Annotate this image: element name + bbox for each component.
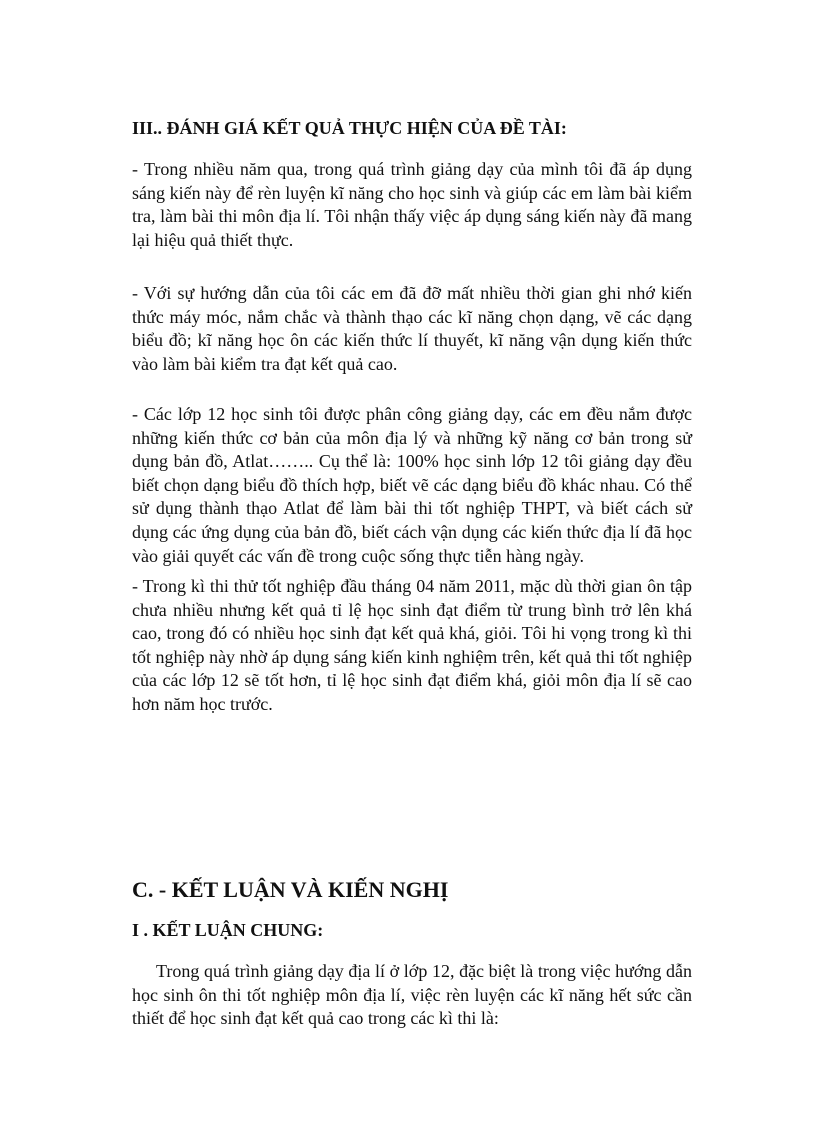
- paragraph-general-conclusion: Trong quá trình giảng dạy địa lí ở lớp 12, đặc biệt là trong việc hướng dẫn học sinh ôn thi tốt nghiệp môn địa lí, việc rèn luyện các kĩ năng hết sức cần thiết để học sinh đạt kết quả cao trong các kì thi là:: [132, 961, 692, 1029]
- section-heading-evaluation: III.. ĐÁNH GIÁ KẾT QUẢ THỰC HIỆN CỦA ĐỀ TÀI:: [132, 118, 567, 138]
- paragraph-mock-exam-results: - Trong kì thi thử tốt nghiệp đầu tháng 04 năm 2011, mặc dù thời gian ôn tập chưa nhiều nhưng kết quả tỉ lệ học sinh đạt điểm từ trung bình trở lên khá cao, trong đó có nhiều học sinh đạt kết quả khá, giỏi. Tôi hi vọng trong kì thi tốt nghiệp này nhờ áp dụng sáng kiến kinh nghiệm trên, kết quả thi tốt nghiệp của các lớp 12 sẽ tốt hơn, tỉ lệ học sinh đạt điểm khá, giỏi môn địa lí sẽ cao hơn năm học trước.: [132, 576, 692, 714]
- paragraph-applied-initiative: - Trong nhiều năm qua, trong quá trình giảng dạy của mình tôi đã áp dụng sáng kiến này để rèn luyện kĩ năng cho học sinh và giúp các em làm bài kiểm tra, làm bài thi môn địa lí. Tôi nhận thấy việc áp dụng sáng kiến này đã mang lại hiệu quả thiết thực.: [132, 159, 692, 250]
- chapter-heading-conclusion: C. - KẾT LUẬN VÀ KIẾN NGHỊ: [132, 877, 449, 902]
- paragraph-guidance-results: - Với sự hướng dẫn của tôi các em đã đỡ mất nhiều thời gian ghi nhớ kiến thức máy móc, nắm chắc và thành thạo các kĩ năng chọn dạng, vẽ các dạng biểu đồ; kĩ năng học ôn các kiến thức lí thuyết, kĩ năng vận dụng kiến thức vào làm bài kiểm tra đạt kết quả cao.: [132, 283, 692, 374]
- paragraph-grade12-skills: - Các lớp 12 học sinh tôi được phân công giảng dạy, các em đều nắm được những kiến thức cơ bản của môn địa lý và những kỹ năng cơ bản trong sử dụng bản đồ, Atlat…….. Cụ thể là: 100% học sinh lớp 12 tôi giảng dạy đều biết chọn dạng biểu đồ thích hợp, biết vẽ các dạng biểu đồ khác nhau. Có thể sử dụng thành thạo Atlat để làm bài thi tốt nghiệp THPT, và biết cách sử dụng các ứng dụng của bản đồ, biết cách vận dụng các kiến thức địa lí đã học vào giải quyết các vấn đề trong cuộc sống thực tiễn hàng ngày.: [132, 404, 692, 566]
- subheading-general-conclusion: I . KẾT LUẬN CHUNG:: [132, 920, 324, 940]
